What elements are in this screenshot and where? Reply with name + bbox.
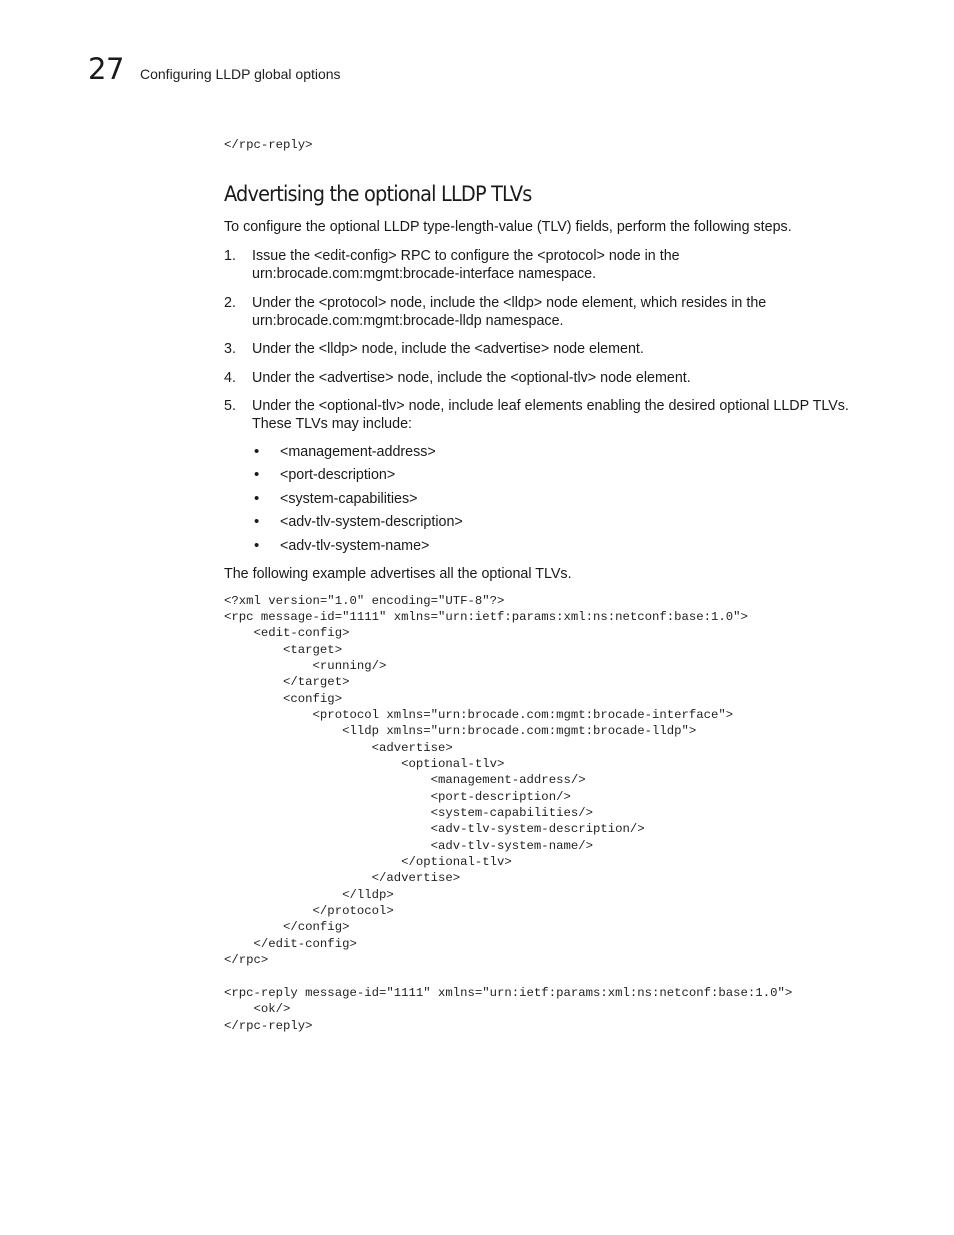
step-number: 4.: [224, 369, 236, 386]
step-number: 2.: [224, 294, 236, 311]
step-text: Issue the <edit-config> RPC to configure the <protocol> node in the urn:brocade.com:mgmt:brocade-interface namespace.: [252, 247, 680, 283]
step-text: Under the <protocol> node, include the <lldp> node element, which resides in the urn:brocade.com:mgmt:brocade-lldp namespace.: [252, 294, 767, 330]
top-code-snippet: </rpc-reply>: [224, 138, 313, 152]
step-item: [224, 294, 884, 331]
chapter-title: Configuring LLDP global options: [140, 66, 341, 82]
tlv-name: <port-description>: [280, 467, 396, 484]
tlv-list-item: [252, 443, 884, 462]
tlv-list-item: [252, 466, 884, 485]
steps-list: [224, 247, 884, 556]
step-text: Under the <lldp> node, include the <advertise> node element.: [252, 341, 644, 358]
tlv-name: <adv-tlv-system-description>: [280, 514, 463, 531]
chapter-number: 27: [88, 52, 124, 86]
step-item: [224, 369, 884, 388]
step-item: [224, 247, 884, 284]
tlv-name: <system-capabilities>: [280, 490, 418, 507]
tlv-name: <adv-tlv-system-name>: [280, 537, 430, 554]
bullet-icon: •: [254, 442, 260, 460]
example-intro: The following example advertises all the optional TLVs.: [224, 566, 572, 583]
step-item: [224, 340, 884, 359]
section-heading: Advertising the optional LLDP TLVs: [224, 182, 532, 207]
step-text: Under the <optional-tlv> node, include leaf elements enabling the desired optional LLDP TLVs. These TLVs may include:: [252, 397, 849, 433]
section-intro: To configure the optional LLDP type-length-value (TLV) fields, perform the following steps.: [224, 219, 792, 236]
tlv-list-item: [252, 537, 884, 556]
bullet-icon: •: [254, 489, 260, 507]
step-number: 5.: [224, 397, 236, 414]
step-number: 1.: [224, 247, 236, 264]
tlv-list-item: [252, 490, 884, 509]
tlv-list-item: [252, 513, 884, 532]
bullet-icon: •: [254, 513, 260, 531]
step-text: Under the <advertise> node, include the <optional-tlv> node element.: [252, 369, 691, 386]
bullet-icon: •: [254, 466, 260, 484]
page-content: [224, 137, 884, 1034]
tlv-list: [252, 443, 884, 556]
tlv-name: <management-address>: [280, 443, 436, 460]
step-item: [224, 397, 884, 556]
bullet-icon: •: [254, 536, 260, 554]
example-code-block: <?xml version="1.0" encoding="UTF-8"?> <rpc message-id="1111" xmlns="urn:ietf:params:xml:ns:netconf:base:1.0"> <edit-config> <target> <running/> </target> <config> <protocol xmlns="urn:brocade.com:mgmt:brocade-interface"> <lldp xmlns="urn:brocade.com:mgmt:brocade-lldp"> <advertise> <optional-tlv> <management-address/> <port-description/> <system-capabilities/> <adv-tlv-system-description/> <adv-tlv-system-name/> </optional-tlv> </advertise> </lldp> </protocol> </config> </edit-config> </rpc> <rpc-reply message-id="1111" xmlns="urn:ietf:params:xml:ns:netconf:base:1.0"> <ok/> </rpc-reply>: [224, 593, 793, 1033]
step-number: 3.: [224, 341, 236, 358]
